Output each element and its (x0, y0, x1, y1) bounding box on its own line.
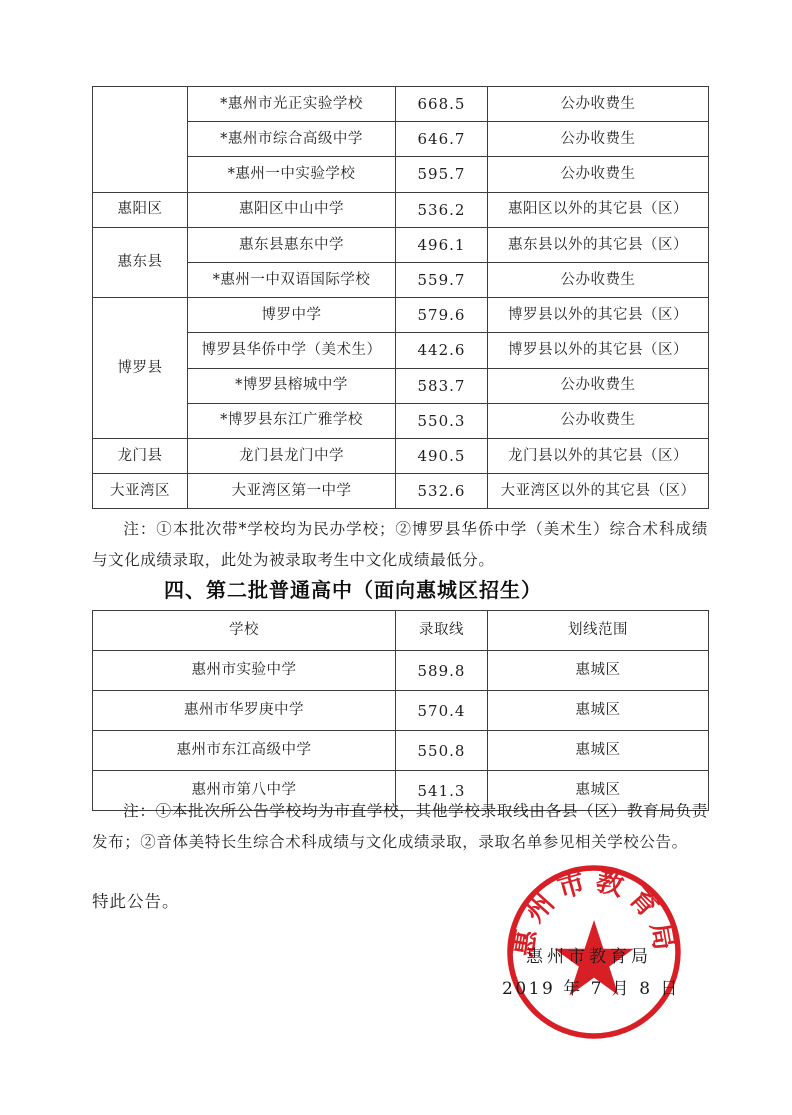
table-row (93, 438, 709, 473)
cell-scope: 惠阳区以外的其它县（区） (488, 192, 709, 227)
cell-school: 惠州市东江高级中学 (93, 731, 396, 771)
cell-scope: 公办收费生 (488, 87, 709, 122)
cell-school: 大亚湾区第一中学 (188, 474, 396, 509)
table-row (93, 87, 709, 122)
cell-school: 惠东县惠东中学 (188, 227, 396, 262)
table-batch2-head (93, 611, 709, 651)
cell-scope: 公办收费生 (488, 262, 709, 297)
cell-region: 大亚湾区 (93, 474, 188, 509)
table-batch2-body (93, 651, 709, 811)
cell-scope: 公办收费生 (488, 368, 709, 403)
cell-score: 570.4 (396, 691, 488, 731)
cell-school: *惠州一中双语国际学校 (188, 262, 396, 297)
cell-region: 惠东县 (93, 227, 188, 297)
section-heading-batch2: 四、第二批普通高中（面向惠城区招生） (164, 578, 542, 602)
cell-scope: 惠城区 (488, 651, 709, 691)
note-batch1-text: 注：①本批次带*学校均为民办学校；②博罗县华侨中学（美术生）综合术科成绩与文化成绩录取，此处为被录取考生中文化成绩最低分。 (92, 520, 708, 569)
note-batch2-text: 注：①本批次所公告学校均为市直学校，其他学校录取线由各县（区）教育局负责发布；②音体美特长生综合术科成绩与文化成绩录取，录取名单参见相关学校公告。 (92, 802, 708, 851)
cell-school: 惠州市实验中学 (93, 651, 396, 691)
table-row (93, 192, 709, 227)
column-header: 划线范围 (488, 611, 709, 651)
cell-scope: 大亚湾区以外的其它县（区） (488, 474, 709, 509)
cell-score: 579.6 (396, 298, 488, 333)
table-batch1-body (93, 87, 709, 509)
cell-school: 博罗中学 (188, 298, 396, 333)
table-header-row (93, 611, 709, 651)
note-batch2 (92, 796, 708, 858)
svg-text:惠州市教育局: 惠州市教育局 (507, 865, 681, 960)
cell-scope: 公办收费生 (488, 122, 709, 157)
cell-school: 惠州市第八中学 (93, 771, 396, 811)
cell-score: 559.7 (396, 262, 488, 297)
cell-score: 496.1 (396, 227, 488, 262)
table-row (93, 691, 709, 731)
cell-score: 536.2 (396, 192, 488, 227)
cell-school: *惠州市综合高级中学 (188, 122, 396, 157)
cell-score: 646.7 (396, 122, 488, 157)
signature-organization: 惠州市教育局 (526, 947, 652, 967)
cell-region: 龙门县 (93, 438, 188, 473)
closing-statement (92, 888, 180, 912)
cell-score: 442.6 (396, 333, 488, 368)
cell-scope: 博罗县以外的其它县（区） (488, 298, 709, 333)
table-row (93, 474, 709, 509)
cell-school: 龙门县龙门中学 (188, 438, 396, 473)
table-row (93, 651, 709, 691)
cell-region: 惠阳区 (93, 192, 188, 227)
cell-school: 博罗县华侨中学（美术生） (188, 333, 396, 368)
note-batch1 (92, 514, 708, 576)
cell-scope: 惠城区 (488, 691, 709, 731)
cell-score: 532.6 (396, 474, 488, 509)
cell-score: 550.8 (396, 731, 488, 771)
cell-scope: 龙门县以外的其它县（区） (488, 438, 709, 473)
cell-score: 589.8 (396, 651, 488, 691)
cell-score: 490.5 (396, 438, 488, 473)
table-batch1-scores (92, 86, 709, 509)
cell-score: 668.5 (396, 87, 488, 122)
column-header: 学校 (93, 611, 396, 651)
table-row (93, 731, 709, 771)
cell-school: *博罗县东江广雅学校 (188, 403, 396, 438)
cell-school: *惠州市光正实验学校 (188, 87, 396, 122)
cell-school: *惠州一中实验学校 (188, 157, 396, 192)
signature-date: 2019 年 7 月 8 日 (502, 979, 680, 999)
closing-text: 特此公告。 (92, 892, 180, 911)
cell-score: 595.7 (396, 157, 488, 192)
cell-region (93, 87, 188, 193)
table-batch2-scores (92, 610, 709, 811)
cell-scope: 惠东县以外的其它县（区） (488, 227, 709, 262)
cell-score: 583.7 (396, 368, 488, 403)
signature-block (478, 860, 746, 1050)
table-row (93, 227, 709, 262)
cell-scope: 公办收费生 (488, 157, 709, 192)
cell-scope: 惠城区 (488, 731, 709, 771)
cell-school: 惠州市华罗庚中学 (93, 691, 396, 731)
cell-school: *博罗县榕城中学 (188, 368, 396, 403)
table-row (93, 298, 709, 333)
cell-school: 惠阳区中山中学 (188, 192, 396, 227)
cell-scope: 公办收费生 (488, 403, 709, 438)
column-header: 录取线 (396, 611, 488, 651)
cell-score: 550.3 (396, 403, 488, 438)
cell-scope: 惠城区 (488, 771, 709, 811)
cell-region: 博罗县 (93, 298, 188, 439)
cell-scope: 博罗县以外的其它县（区） (488, 333, 709, 368)
cell-score: 541.3 (396, 771, 488, 811)
